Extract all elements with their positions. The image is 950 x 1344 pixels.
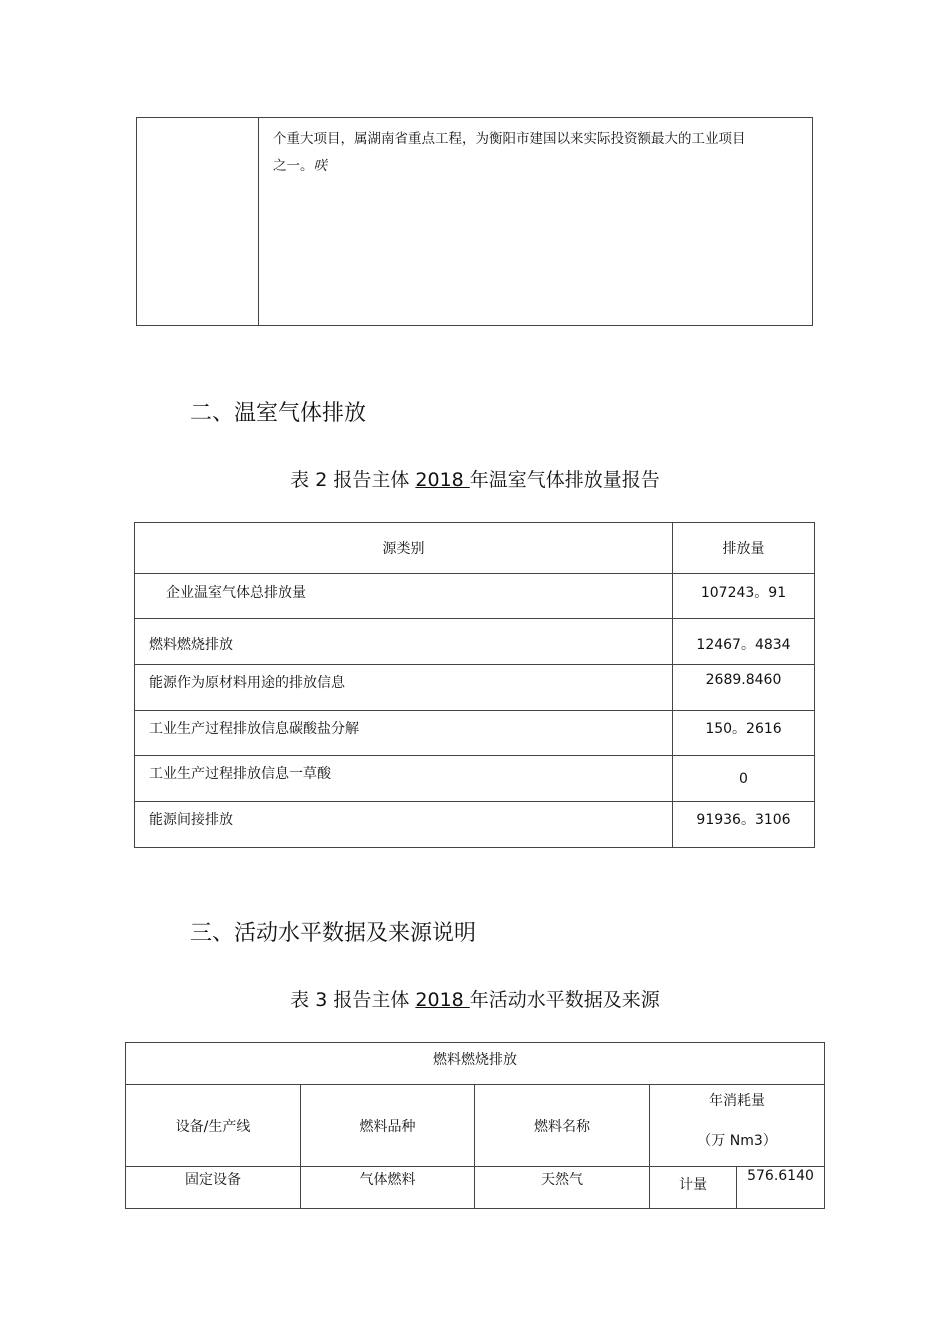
activity-col-consumption-line1: 年消耗量 xyxy=(709,1093,765,1109)
emissions-row-label: 工业生产过程排放信息一草酸 xyxy=(135,756,673,802)
emissions-header-source: 源类别 xyxy=(135,523,673,574)
continuation-text xyxy=(259,118,812,180)
activity-table xyxy=(125,1042,825,1209)
emissions-row-label: 企业温室气体总排放量 xyxy=(135,574,673,619)
continuation-line-2 xyxy=(273,153,798,180)
emissions-row-value: 12467。4834 xyxy=(673,619,815,665)
table-row xyxy=(135,619,815,665)
continuation-line-2-tail: 咲 xyxy=(313,158,327,174)
table-2-caption-year: 2018 xyxy=(415,469,470,491)
continuation-left-cell xyxy=(137,118,259,326)
activity-row-measure: 计量 xyxy=(650,1167,737,1209)
table-row xyxy=(135,802,815,848)
table-3-caption-post: 年活动水平数据及来源 xyxy=(469,989,660,1011)
table-2-caption xyxy=(0,465,950,492)
activity-row-equipment: 固定设备 xyxy=(126,1167,301,1209)
emissions-row-value: 91936。3106 xyxy=(673,802,815,848)
activity-col-fuel-name: 燃料名称 xyxy=(475,1085,650,1167)
table-row xyxy=(135,665,815,711)
activity-table-title: 燃料燃烧排放 xyxy=(126,1043,825,1085)
emissions-row-value: 107243。91 xyxy=(673,574,815,619)
emissions-row-label: 能源间接排放 xyxy=(135,802,673,848)
emissions-table xyxy=(134,522,815,848)
section-3-heading: 三、活动水平数据及来源说明 xyxy=(190,921,477,946)
continuation-right-cell xyxy=(259,118,813,326)
activity-row-value: 576.6140 xyxy=(737,1167,825,1209)
table-row xyxy=(126,1167,825,1209)
continuation-line-2-main: 之一。 xyxy=(273,158,314,174)
continuation-line-1: 个重大项目，属湖南省重点工程，为衡阳市建国以来实际投资额最大的工业项目 xyxy=(273,131,746,147)
emissions-header-amount: 排放量 xyxy=(673,523,815,574)
table-2-caption-post: 年温室气体排放量报告 xyxy=(469,469,660,491)
table-3-caption-pre: 表 3 报告主体 xyxy=(290,989,416,1011)
table-row xyxy=(135,711,815,756)
activity-col-equipment: 设备/生产线 xyxy=(126,1085,301,1167)
activity-row-fuel-name: 天然气 xyxy=(475,1167,650,1209)
table-row xyxy=(135,756,815,802)
table-2-caption-pre: 表 2 报告主体 xyxy=(290,469,416,491)
emissions-row-value: 0 xyxy=(673,756,815,802)
continuation-table xyxy=(136,117,813,326)
activity-col-consumption-line2: （万 Nm3） xyxy=(697,1133,777,1149)
activity-row-fuel-type: 气体燃料 xyxy=(301,1167,475,1209)
section-2-heading: 二、温室气体排放 xyxy=(190,401,367,426)
emissions-row-value: 2689.8460 xyxy=(673,665,815,711)
table-3-caption xyxy=(0,985,950,1012)
table-3-caption-year: 2018 xyxy=(415,989,470,1011)
emissions-row-label: 能源作为原材料用途的排放信息 xyxy=(135,665,673,711)
emissions-row-label: 燃料燃烧排放 xyxy=(135,619,673,665)
emissions-row-label: 工业生产过程排放信息碳酸盐分解 xyxy=(135,711,673,756)
activity-col-fuel-type: 燃料品种 xyxy=(301,1085,475,1167)
table-row xyxy=(135,574,815,619)
emissions-row-value: 150。2616 xyxy=(673,711,815,756)
activity-col-consumption xyxy=(650,1085,825,1167)
